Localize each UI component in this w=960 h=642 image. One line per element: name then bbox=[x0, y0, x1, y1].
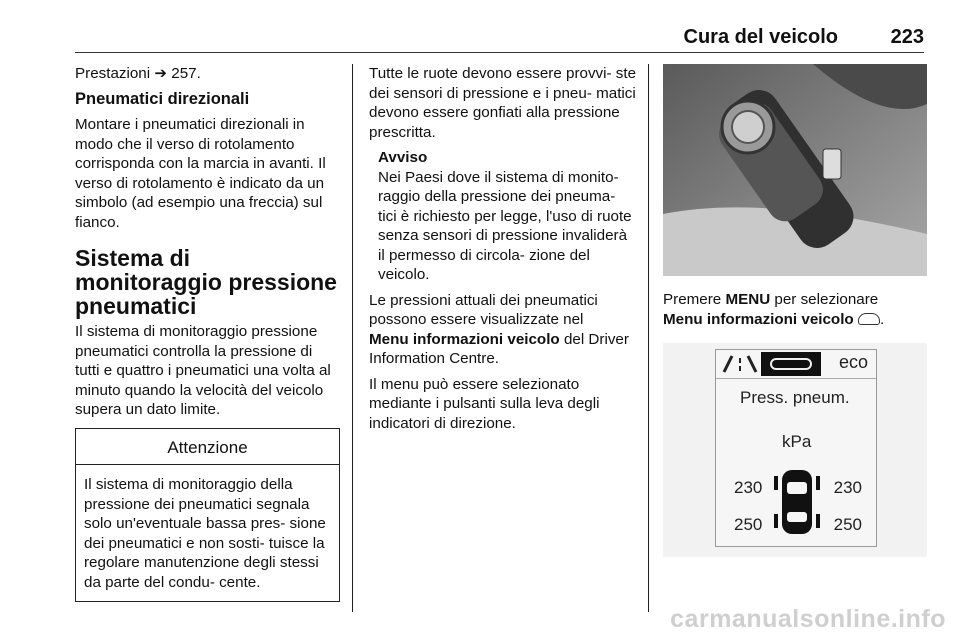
heading-directional-tyres: Pneumatici direzionali bbox=[75, 89, 250, 108]
performance-ref: Prestazioni ➔ 257. bbox=[75, 65, 201, 82]
turn-signal-lever-photo bbox=[663, 64, 927, 276]
dic-screen bbox=[715, 349, 877, 547]
pressures-paragraph: Le pressioni attuali dei pneumatici possono essere visualizzate nel Menu informazioni veicolo del Driver Information Centre. bbox=[369, 291, 629, 367]
note-body: Nei Paesi dove il sistema di monito- raggio della pressione dei pneuma- tici è richiesto per legge, l'uso di ruote senza sensori di pressione invaliderà il permesso di circola- zione del veicolo. bbox=[378, 168, 632, 283]
caution-title: Attenzione bbox=[76, 429, 339, 466]
dic-title: Press. pneum. bbox=[740, 388, 850, 407]
menu-button-label: MENU bbox=[725, 291, 771, 308]
directional-paragraph: Montare i pneumatici direzionali in modo che il verso di rotolamento corrisponda con la marcia in avanti. Il verso di rotolamento è indicato da un simbolo (ad esempio una freccia) sul fianco. bbox=[75, 116, 326, 231]
watermark: carmanualsonline.info bbox=[670, 605, 946, 633]
menu-instruction: Premere MENU per selezionare Menu informazioni veicolo . bbox=[663, 291, 885, 328]
dic-display-illustration bbox=[663, 343, 927, 557]
tyre-front-left: 230 bbox=[734, 478, 763, 497]
tyre-rear-right: 250 bbox=[833, 515, 862, 534]
heading-tpms: Sistema di monitoraggio pressione pneumatici bbox=[75, 245, 337, 319]
selection-paragraph: Il menu può essere selezionato mediante i pulsanti sulla leva degli indicatori di direzione. bbox=[369, 375, 600, 432]
tpms-paragraph: Il sistema di monitoraggio pressione pneumatici controlla la pressione di tutti e quattro i pneumatici una volta al minuto quando la velocità del veicolo supera un dato limite. bbox=[75, 323, 331, 418]
column-divider bbox=[648, 64, 649, 612]
car-icon bbox=[858, 313, 880, 325]
menu-vehicle-info: Menu informazioni veicolo bbox=[369, 330, 560, 348]
sensors-paragraph: Tutte le ruote devono essere provvi- ste dei sensori di pressione e i pneu- matici devono essere gonfiati alla pressione prescritta. bbox=[369, 65, 637, 141]
tyre-front-right: 230 bbox=[833, 478, 862, 497]
caution-body: Il sistema di monitoraggio della pressione dei pneumatici segnala solo un'eventuale bassa pres- sione dei pneumatici e non sosti- tuisce la regolare manutenzione degli stessi da parte del condu- cente. bbox=[84, 476, 326, 591]
column-left bbox=[75, 64, 340, 602]
dic-unit: kPa bbox=[782, 432, 812, 451]
dic-tab-bar bbox=[716, 350, 876, 379]
tyre-rear-left: 250 bbox=[734, 515, 763, 534]
section-title: Cura del veicolo bbox=[683, 26, 838, 48]
column-right bbox=[663, 64, 927, 557]
page-number: 223 bbox=[890, 26, 924, 48]
caution-box bbox=[75, 428, 340, 603]
page-header bbox=[75, 22, 924, 53]
column-middle bbox=[369, 64, 637, 439]
menu-vehicle-info-label: Menu informazioni veicolo bbox=[663, 310, 854, 328]
eco-label: eco bbox=[838, 352, 868, 372]
column-divider bbox=[352, 64, 353, 612]
note-title: Avviso bbox=[378, 149, 428, 166]
note-box bbox=[369, 148, 637, 285]
car-topview-icon bbox=[772, 468, 822, 538]
